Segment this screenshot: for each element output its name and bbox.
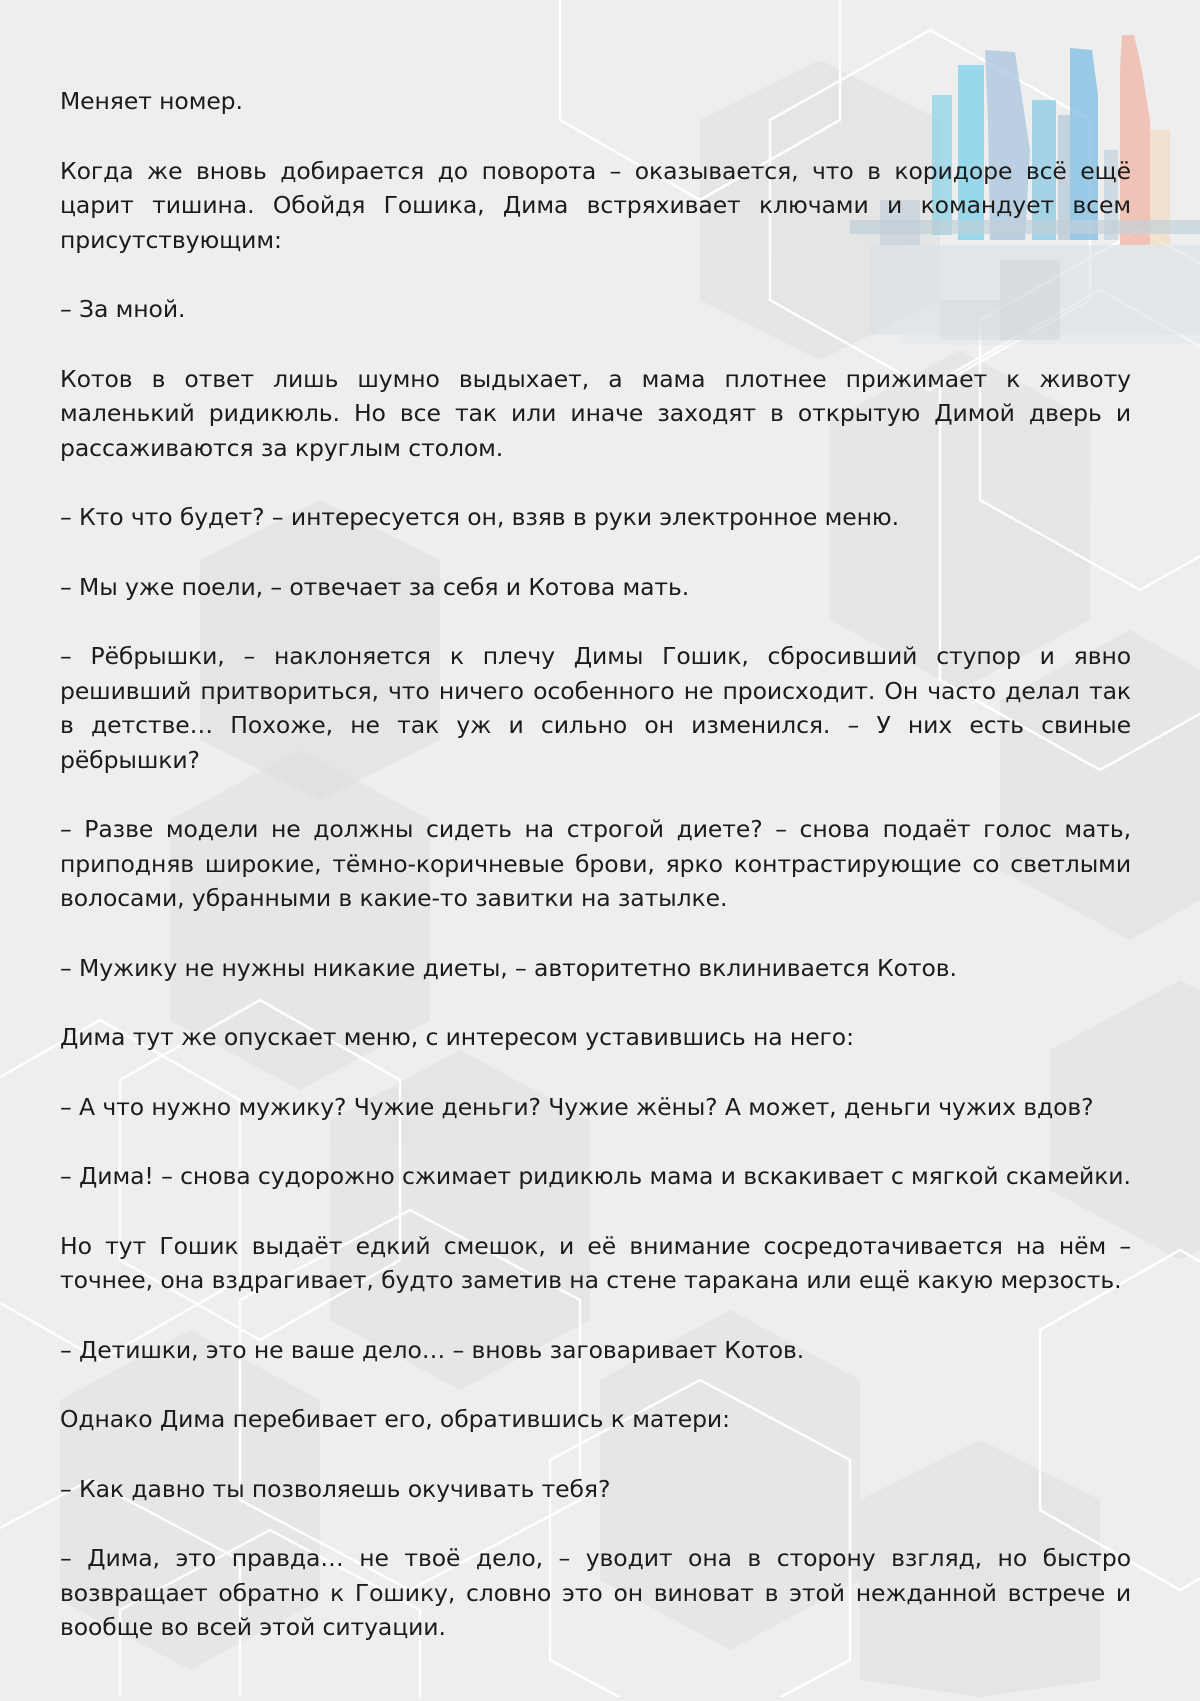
dialogue-line: – Рёбрышки, – наклоняется к плечу Димы Гошик, сбросивший ступор и явно решивший притвориться, что ничего особенного не происходит. Он часто делал так в детстве… Похоже, не так уж и сильно он изменился. – У них есть свиные рёбрышки? [60,642,1131,774]
paragraph: Когда же вновь добирается до поворота – оказывается, что в коридоре всё ещё царит тишина. Обойдя Гошика, Дима встряхивает ключами и командует всем присутствующим: [60,156,1131,254]
dialogue-line: – Мужику не нужны никакие диеты, – авторитетно вклинивается Котов. [60,953,957,982]
dialogue-line: – Дима, это правда… не твоё дело, – уводит она в сторону взгляд, но быстро возвращает обратно к Гошику, словно это он виноват в этой нежданной встрече и вообще во всей этой ситуации. [60,1544,1131,1641]
document-body [60,84,1131,1680]
paragraph: Котов в ответ лишь шумно выдыхает, а мама плотнее прижимает к животу маленький ридикюль. Но все так или иначе заходят в открытую Димой дверь и рассаживаются за круглым столом. [60,364,1131,462]
dialogue-line: – За мной. [60,295,186,323]
paragraph: Однако Дима перебивает его, обратившись к матери: [60,1405,730,1433]
dialogue-line: – Кто что будет? – интересуется он, взяв в руки электронное меню. [60,503,899,531]
paragraph: Но тут Гошик выдаёт едкий смешок, и её внимание сосредотачивается на нём – точнее, она вздрагивает, будто заметив на стене таракана или ещё какую мерзость. [60,1231,1131,1294]
dialogue-line: – Разве модели не должны сидеть на строгой диете? – снова подаёт голос мать, приподняв широкие, тёмно-коричневые брови, ярко контрастирующие со светлыми волосами, убранными в какие-то завитки на затылке. [60,815,1131,912]
dialogue-line: – Детишки, это не ваше дело… – вновь заговаривает Котов. [60,1335,805,1364]
dialogue-line: – Как давно ты позволяешь окучивать тебя? [60,1474,611,1503]
paragraph: Меняет номер. [60,87,243,115]
dialogue-line: – Дима! – снова судорожно сжимает ридикюль мама и вскакивает с мягкой скамейки. [60,1162,1131,1190]
paragraph: Дима тут же опускает меню, с интересом уставившись на него: [60,1023,854,1051]
dialogue-line: – Мы уже поели, – отвечает за себя и Котова мать. [60,572,690,601]
dialogue-line: – А что нужно мужику? Чужие деньги? Чужие жёны? А может, деньги чужих вдов? [60,1092,1094,1121]
